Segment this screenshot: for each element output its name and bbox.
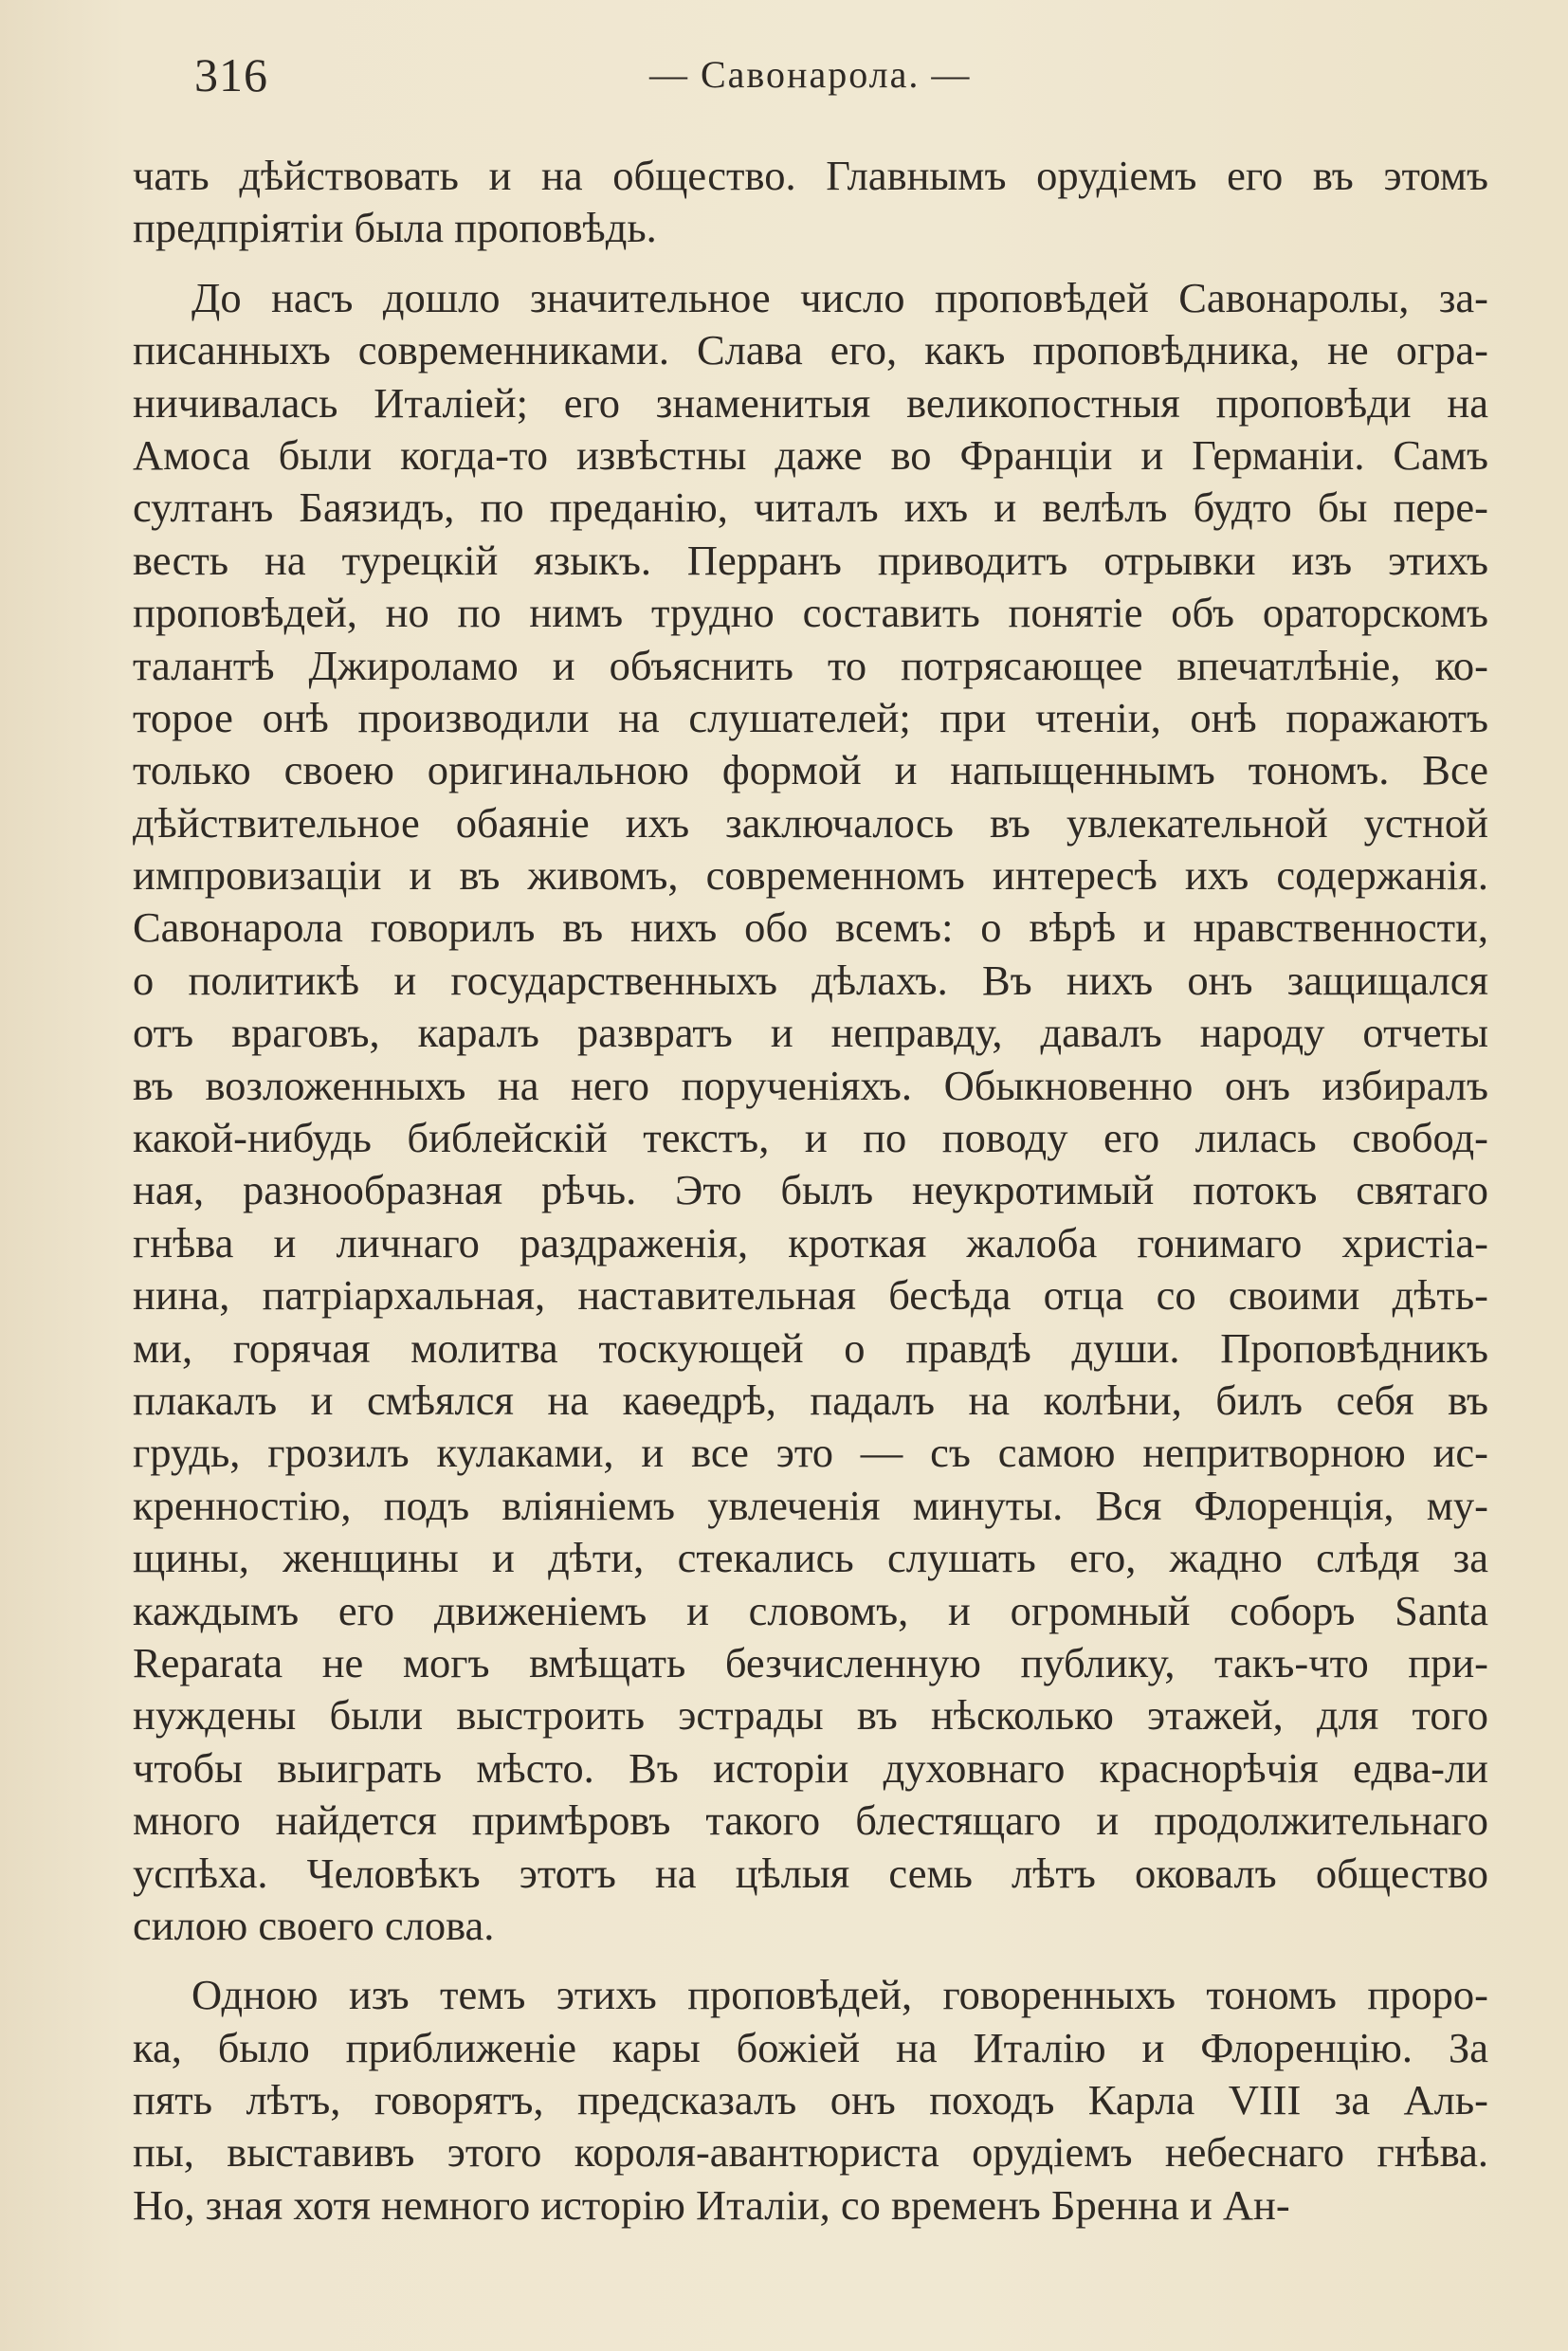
text-line: весть на турецкій языкъ. Перранъ приводитъ отрывки изъ этихъ [133,536,1488,584]
text-line: писанныхъ современниками. Слава его, какъ проповѣдника, не огра- [133,326,1488,374]
text-line: импровизаціи и въ живомъ, современномъ интересѣ ихъ содержанія. [133,851,1488,900]
text-line: силою своего слова. [133,1901,495,1949]
text-line: проповѣдей, но по нимъ трудно составить понятіе объ ораторскомъ [133,589,1488,637]
text-line: предпріятіи была проповѣдь. [133,204,657,252]
text-line: ка, было приближеніе кары божіей на Италію и Флоренцію. За [133,2023,1488,2071]
text-line: въ возложенныхъ на него порученіяхъ. Обыкновенно онъ избиралъ [133,1061,1488,1109]
text-line: нуждены были выстроить эстрады въ нѣсколько этажей, для того [133,1691,1488,1740]
text-line: отъ враговъ, каралъ развратъ и неправду, давалъ народу отчеты [133,1009,1488,1057]
running-title: — Савонарола. — [649,53,972,96]
text-line: пять лѣтъ, говорятъ, предсказалъ онъ походъ Карла VIII за Аль- [133,2076,1488,2124]
text-line: Савонарола говорилъ въ нихъ обо всемъ: о вѣрѣ и нравственности, [133,903,1488,952]
text-line: только своею оригинальною формой и напыщеннымъ тономъ. Все [133,746,1488,794]
text-line: щины, женщины и дѣти, стекались слушать его, жадно слѣдя за [133,1534,1488,1582]
text-line: Reparata не могъ вмѣщать безчисленную публику, такъ-что при- [133,1638,1488,1686]
text-line: какой-нибудь библейскій текстъ, и по поводу его лилась свобод- [133,1114,1488,1162]
text-line: ная, разнообразная рѣчь. Это былъ неукротимый потокъ святаго [133,1166,1488,1214]
text-line: ничивалась Италіей; его знаменитыя великопостныя проповѣди на [133,378,1488,427]
paragraph [133,1969,1488,2232]
text-line: нина, патріархальная, наставительная бесѣда отца со своими дѣть- [133,1271,1488,1320]
text-line: кренностію, подъ вліяніемъ увлеченія минуты. Вся Флоренція, му- [133,1481,1488,1529]
text-line: пы, выставивъ этого короля-авантюриста орудіемъ небеснаго гнѣва. [133,2128,1488,2177]
text-line: плакалъ и смѣялся на каѳедрѣ, падалъ на колѣни, билъ себя въ [133,1376,1488,1424]
text-line: чать дѣйствовать и на общество. Главнымъ орудіемъ его въ этомъ [133,152,1488,199]
text-line: каждымъ его движеніемъ и словомъ, и огромный соборъ Santa [133,1586,1488,1634]
text-line: много найдется примѣровъ такого блестящаго и продолжительнаго [133,1796,1488,1845]
paragraph [133,150,1488,255]
text-line: талантѣ Джироламо и объяснить то потрясающее впечатлѣніе, ко- [133,641,1488,689]
text-line: чтобы выиграть мѣсто. Въ исторіи духовнаго краснорѣчія едва-ли [133,1743,1488,1792]
text-line: грудь, грозилъ кулаками, и все это — съ самою непритворною ис- [133,1429,1488,1477]
text-line: султанъ Баязидъ, по преданію, читалъ ихъ и велѣлъ будто бы пере- [133,483,1488,532]
text-line: Амоса были когда-то извѣстны даже во Франціи и Германіи. Самъ [133,430,1488,479]
body-text [133,150,1488,2232]
text-line: ми, горячая молитва тоскующей о правдѣ души. Проповѣдникъ [133,1323,1488,1372]
paragraph-gap [133,255,1488,272]
text-line: До насъ дошло значительное число проповѣдей Савонаролы, за- [191,273,1488,321]
text-line: дѣйствительное обаяніе ихъ заключалось въ увлекательной устной [133,798,1488,847]
page-number: 316 [194,48,268,101]
text-line: успѣха. Человѣкъ этотъ на цѣлыя семь лѣтъ оковалъ общество [133,1849,1488,1897]
text-line: гнѣва и личнаго раздраженія, кроткая жалоба гонимаго христіа- [133,1218,1488,1267]
text-line: о политикѣ и государственныхъ дѣлахъ. Въ нихъ онъ защищался [133,956,1488,1004]
text-line: торое онѣ производили на слушателей; при чтеніи, онѣ поражаютъ [133,693,1488,741]
paragraph [133,272,1488,1953]
text-line: Одною изъ темъ этихъ проповѣдей, говоренныхъ тономъ проро- [191,1971,1488,2019]
text-line: Но, зная хотя немного исторію Италіи, со временъ Бренна и Ан- [133,2180,1290,2229]
page-header [194,42,1398,108]
paragraph-gap [133,1952,1488,1969]
